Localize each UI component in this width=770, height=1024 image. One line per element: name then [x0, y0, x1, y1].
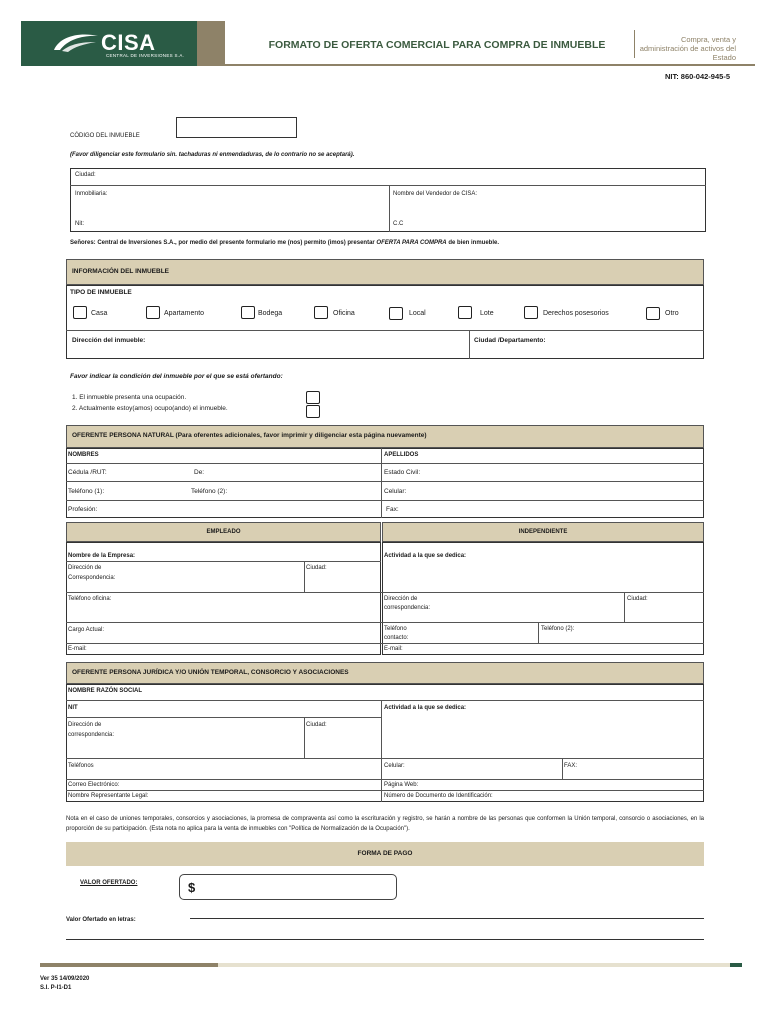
valor-letras-line-1[interactable] — [190, 918, 704, 919]
de-field[interactable]: De: — [194, 469, 205, 476]
divider — [66, 561, 381, 562]
divider — [66, 500, 704, 501]
page-title: FORMATO DE OFERTA COMERCIAL PARA COMPRA DE INMUEBLE — [268, 39, 606, 51]
footer-bar-green — [730, 963, 742, 967]
checkbox-bodega[interactable] — [241, 306, 255, 319]
label-apartamento: Apartamento — [164, 310, 205, 317]
tel-oficina-field[interactable]: Teléfono oficina: — [68, 596, 112, 602]
instruction-text: (Favor diligenciar este formulario sin. tachaduras ni enmendaduras, de lo contrario no se aceptará). — [70, 152, 355, 158]
valor-letras-line-2[interactable] — [66, 939, 704, 940]
jur-telefonos-field[interactable]: Teléfonos — [68, 763, 94, 769]
emp-direccion-label-a: Dirección de — [68, 565, 102, 571]
divider — [538, 622, 539, 643]
juridica-section-title: OFERENTE PERSONA JURÍDICA Y/O UNIÓN TEMPORAL, CONSORCIO Y ASOCIACIONES — [72, 669, 349, 676]
telefono2-field[interactable]: Teléfono (2): — [191, 488, 228, 495]
divider — [66, 643, 704, 644]
label-local: Local — [409, 310, 426, 317]
divider — [66, 700, 704, 701]
divider — [70, 185, 706, 186]
natural-section-title: OFERENTE PERSONA NATURAL (Para oferentes adicionales, favor imprimir y diligenciar esta página nuevamente) — [72, 432, 427, 439]
checkbox-casa[interactable] — [73, 306, 87, 319]
divider — [304, 717, 305, 758]
divider — [66, 622, 704, 623]
natural-basic-box — [66, 448, 704, 518]
footer-code: S.I. P-I1-D1 — [40, 985, 72, 991]
checkbox-opcion-2[interactable] — [306, 405, 320, 418]
valor-ofertado-input[interactable] — [179, 874, 397, 900]
checkbox-otro[interactable] — [646, 307, 660, 320]
emp-email-field[interactable]: E-mail: — [68, 646, 87, 652]
checkbox-apartamento[interactable] — [146, 306, 160, 319]
actividad-field[interactable]: Actividad a la que se dedica: — [384, 553, 467, 559]
cc-field[interactable]: C.C — [393, 221, 404, 227]
nit-field[interactable]: Nit: — [75, 221, 84, 227]
condicion-text: Favor indicar la condición del inmueble por el que se está ofertando: — [70, 373, 283, 380]
ind-direccion-label-a: Dirección de — [384, 596, 418, 602]
label-oficina: Oficina — [333, 310, 355, 317]
independiente-label: INDEPENDIENTE — [518, 529, 568, 535]
divider — [469, 330, 470, 359]
opcion-2-label: 2. Actualmente estoy(amos) ocupo(ando) el inmueble. — [72, 405, 228, 412]
ind-email-field[interactable]: E-mail: — [384, 646, 403, 652]
footer-bar-light — [218, 963, 730, 967]
opcion-1-label: 1. El inmueble presenta una ocupación. — [72, 394, 187, 401]
label-casa: Casa — [91, 310, 108, 317]
tagline-divider — [634, 30, 635, 58]
jur-direccion-label-b[interactable]: correspondencia: — [68, 732, 115, 738]
senores-text: Señores: Central de Inversiones S.A., por medio del presente formulario me (nos) permito (imos) presentar OFERTA PARA COMPRA de bien inmueble. — [70, 240, 500, 246]
divider — [66, 758, 704, 759]
cargo-field[interactable]: Cargo Actual: — [68, 627, 105, 633]
header-underline — [225, 64, 755, 66]
ciudad-field[interactable]: Ciudad: — [75, 172, 96, 178]
checkbox-lote[interactable] — [458, 306, 472, 319]
apellidos-field[interactable]: APELLIDOS — [384, 452, 419, 458]
divider — [66, 779, 704, 780]
tel-contacto-label-b[interactable]: contacto: — [384, 635, 409, 641]
inmueble-section-title: INFORMACIÓN DEL INMUEBLE — [72, 268, 170, 275]
cedula-field[interactable]: Cédula /RUT: — [68, 469, 107, 476]
logo-text: CISA — [101, 30, 156, 55]
divider — [66, 330, 704, 331]
estado-civil-field[interactable]: Estado Civil: — [384, 469, 421, 476]
profesion-field[interactable]: Profesión: — [68, 506, 98, 513]
divider — [562, 758, 563, 779]
jur-correo-field[interactable]: Correo Electrónico: — [68, 782, 120, 788]
emp-direccion-label-b[interactable]: Correspondencia: — [68, 575, 116, 581]
ciudad-depto-field[interactable]: Ciudad /Departamento: — [474, 337, 546, 344]
celular-field[interactable]: Celular: — [384, 488, 407, 495]
codigo-input[interactable] — [176, 117, 297, 138]
ind-direccion-label-b[interactable]: correspondencia: — [384, 605, 431, 611]
logo-subtitle: CENTRAL DE INVERSIONES S.A. — [106, 53, 185, 58]
direccion-field[interactable]: Dirección del inmueble: — [72, 337, 146, 344]
jur-representante-field[interactable]: Nombre Representante Legal: — [68, 793, 149, 799]
nombres-field[interactable]: NOMBRES — [68, 452, 99, 458]
label-derechos: Derechos posesorios — [543, 310, 609, 317]
divider — [381, 700, 382, 802]
jur-nit-field[interactable]: NIT — [68, 705, 78, 711]
nota-text: Nota en el caso de uniones temporales, consorcios y asociaciones, la promesa de compraventa así como la escrituración y registro, se harán a nombre de las personas que conformen la Unión temporal, consorcio o asociaciones, en la proporción de su participación. (Esta nota no aplica para la venta de inmuebles con "Política de Normalización de la Ocupación"). — [66, 816, 704, 832]
vendedor-field[interactable]: Nombre del Vendedor de CISA: — [393, 191, 478, 197]
checkbox-opcion-1[interactable] — [306, 391, 320, 404]
tagline: Compra, venta y administración de activos del Estado — [639, 35, 736, 62]
currency-symbol: $ — [188, 880, 196, 895]
label-lote: Lote — [480, 310, 494, 317]
checkbox-local[interactable] — [389, 307, 403, 320]
jur-direccion-label-a: Dirección de — [68, 722, 102, 728]
header-accent-block — [197, 21, 225, 66]
empresa-field[interactable]: Nombre de la Empresa: — [68, 553, 136, 559]
divider — [66, 717, 382, 718]
inmueble-box — [66, 285, 704, 359]
jur-fax-field[interactable]: FAX: — [564, 763, 578, 769]
tel-contacto-label-a: Teléfono — [384, 626, 407, 632]
divider — [66, 481, 704, 482]
fax-field[interactable]: Fax: — [386, 506, 399, 513]
jur-actividad-field[interactable]: Actividad a la que se dedica: — [384, 705, 467, 711]
checkbox-derechos[interactable] — [524, 306, 538, 319]
ind-tel2-field[interactable]: Teléfono (2): — [541, 626, 575, 632]
telefono1-field[interactable]: Teléfono (1): — [68, 488, 105, 495]
tipo-label: TIPO DE INMUEBLE — [70, 289, 132, 296]
divider — [624, 592, 625, 622]
divider — [66, 790, 704, 791]
inmobiliaria-field[interactable]: Inmobiliaria: — [75, 191, 108, 197]
divider — [389, 185, 390, 232]
label-otro: Otro — [665, 310, 679, 317]
divider — [304, 561, 305, 592]
divider — [381, 448, 382, 518]
company-nit: NIT: 860-042-945-5 — [664, 72, 730, 81]
valor-ofertado-label: VALOR OFERTADO: — [80, 880, 138, 886]
codigo-label: CÓDIGO DEL INMUEBLE — [70, 133, 140, 139]
empleado-label: EMPLEADO — [206, 529, 241, 535]
razon-social-field[interactable]: NOMBRE RAZÓN SOCIAL — [68, 688, 142, 694]
seller-info-box — [70, 168, 706, 232]
label-bodega: Bodega — [258, 310, 283, 317]
ind-ciudad-field[interactable]: Ciudad: — [627, 596, 648, 602]
footer-version: Ver 35 14/09/2020 — [40, 976, 90, 982]
divider — [66, 592, 704, 593]
footer-bar-tan — [40, 963, 218, 967]
emp-ciudad-field[interactable]: Ciudad: — [306, 565, 327, 571]
jur-documento-field[interactable]: Número de Documento de Identificación: — [384, 793, 493, 799]
jur-ciudad-field[interactable]: Ciudad: — [306, 722, 327, 728]
jur-web-field[interactable]: Página Web: — [384, 782, 419, 788]
cisa-logo-icon — [52, 30, 100, 54]
divider — [66, 463, 704, 464]
pago-section-title: FORMA DE PAGO — [357, 850, 413, 857]
checkbox-oficina[interactable] — [314, 306, 328, 319]
valor-letras-label: Valor Ofertado en letras: — [66, 917, 136, 923]
jur-celular-field[interactable]: Celular: — [384, 763, 405, 769]
